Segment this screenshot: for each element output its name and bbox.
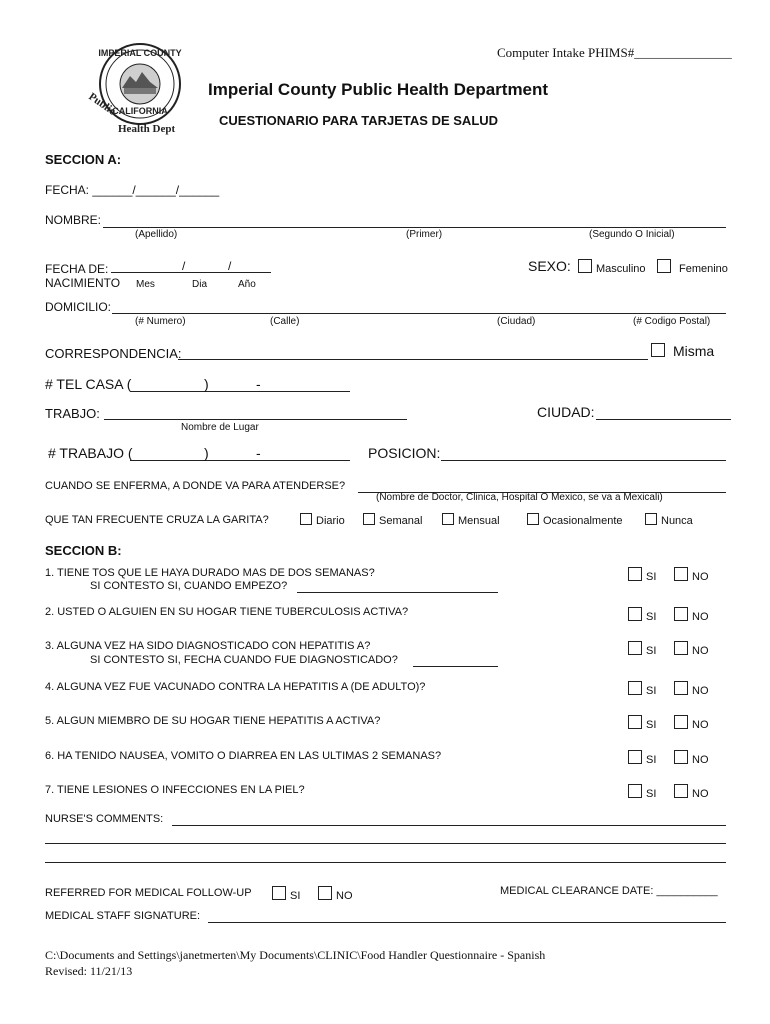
freq-ocasionalmente[interactable]	[527, 513, 623, 527]
question-5: 5. ALGUN MIEMBRO DE SU HOGAR TIENE HEPATITIS A ACTIVA?	[45, 715, 381, 727]
si-label: SI	[646, 571, 657, 583]
signature-label: MEDICAL STAFF SIGNATURE:	[45, 910, 201, 922]
trabajo-field[interactable]	[104, 419, 407, 420]
freq-diario[interactable]	[300, 513, 345, 527]
posicion-field[interactable]	[441, 460, 726, 461]
freq-nunca[interactable]	[645, 513, 693, 527]
dash-2: -	[256, 445, 261, 461]
freq-mensual[interactable]	[442, 513, 500, 527]
mes-hint: Mes	[136, 279, 155, 290]
q2-no[interactable]	[674, 607, 709, 623]
checkbox[interactable]	[651, 343, 665, 357]
checkbox[interactable]	[363, 513, 375, 525]
calle-hint: (Calle)	[270, 316, 300, 327]
question-1b: SI CONTESTO SI, CUANDO EMPEZO?	[90, 580, 288, 592]
question-1: 1. TIENE TOS QUE LE HAYA DURADO MAS DE DOS SEMANAS?	[45, 567, 375, 579]
checkbox[interactable]	[318, 886, 332, 900]
q6-no[interactable]	[674, 750, 709, 766]
checkbox[interactable]	[674, 641, 688, 655]
freq-label: Ocasionalmente	[543, 515, 623, 527]
file-path: C:\Documents and Settings\janetmerten\My Documents\CLINIC\Food Handler Questionnaire - Spanish	[45, 948, 546, 962]
ciudad-hint: (Ciudad)	[497, 316, 536, 327]
q3-no[interactable]	[674, 641, 709, 657]
misma-option[interactable]	[651, 343, 714, 359]
si-label: SI	[290, 890, 301, 902]
slash-1: /	[182, 259, 186, 273]
nurse-comments-line-1[interactable]	[172, 825, 726, 826]
checkbox[interactable]	[628, 784, 642, 798]
q3-si[interactable]	[628, 641, 656, 657]
birthdate-field[interactable]	[111, 272, 271, 273]
q4-si[interactable]	[628, 681, 656, 697]
q7-si[interactable]	[628, 784, 656, 800]
checkbox[interactable]	[674, 715, 688, 729]
si-label: SI	[646, 611, 657, 623]
masculino-label: Masculino	[596, 263, 646, 275]
section-a-heading: SECCION A:	[45, 152, 122, 167]
referred-no[interactable]	[318, 886, 353, 902]
freq-label: Diario	[316, 515, 345, 527]
nombre-field[interactable]	[103, 227, 726, 228]
no-label: NO	[692, 611, 709, 623]
posicion-label: POSICION:	[368, 445, 441, 461]
checkbox[interactable]	[628, 641, 642, 655]
question-7: 7. TIENE LESIONES O INFECCIONES EN LA PIEL?	[45, 784, 305, 796]
paren-close-2: )	[204, 445, 209, 461]
cuando-hint: (Nombre de Doctor, Clinica, Hospital O Mexico, se va a Mexicali)	[376, 492, 663, 503]
masculino-option[interactable]	[578, 259, 646, 275]
checkbox[interactable]	[628, 681, 642, 695]
no-label: NO	[336, 890, 353, 902]
checkbox[interactable]	[674, 784, 688, 798]
checkbox[interactable]	[442, 513, 454, 525]
si-label: SI	[646, 719, 657, 731]
q1-si[interactable]	[628, 567, 656, 583]
checkbox[interactable]	[645, 513, 657, 525]
nombre-label: NOMBRE:	[45, 213, 102, 227]
checkbox[interactable]	[674, 681, 688, 695]
misma-label: Misma	[673, 343, 715, 359]
tel-casa-field[interactable]	[130, 391, 350, 392]
freq-label: Mensual	[458, 515, 500, 527]
checkbox[interactable]	[628, 567, 642, 581]
checkbox[interactable]	[674, 607, 688, 621]
correspondencia-label: CORRESPONDENCIA:	[45, 346, 182, 361]
q1-when-field[interactable]	[297, 592, 498, 593]
ciudad-field[interactable]	[596, 419, 731, 420]
no-label: NO	[692, 788, 709, 800]
no-label: NO	[692, 571, 709, 583]
q5-si[interactable]	[628, 715, 656, 731]
codigo-hint: (# Codigo Postal)	[633, 316, 711, 327]
cuando-label: CUANDO SE ENFERMA, A DONDE VA PARA ATENDERSE?	[45, 480, 346, 492]
slash-2: /	[228, 259, 232, 273]
no-label: NO	[692, 754, 709, 766]
page-title: Imperial County Public Health Department	[208, 80, 549, 99]
primer-hint: (Primer)	[406, 229, 443, 240]
tel-trabajo-field[interactable]	[130, 460, 350, 461]
svg-text:IMPERIAL COUNTY: IMPERIAL COUNTY	[98, 48, 182, 58]
paren-close: )	[204, 376, 209, 392]
apellido-hint: (Apellido)	[135, 229, 178, 240]
referred-label: REFERRED FOR MEDICAL FOLLOW-UP	[45, 887, 252, 899]
checkbox[interactable]	[527, 513, 539, 525]
trabajo-label: TRABJO:	[45, 406, 100, 421]
checkbox[interactable]	[628, 607, 642, 621]
nurse-comments-line-3[interactable]	[45, 862, 726, 863]
freq-label: Nunca	[661, 515, 693, 527]
dia-hint: Dia	[192, 279, 208, 290]
section-b-heading: SECCION B:	[45, 543, 122, 558]
domicilio-field[interactable]	[112, 313, 726, 314]
referred-si[interactable]	[272, 886, 300, 902]
freq-label: Semanal	[379, 515, 423, 527]
checkbox[interactable]	[674, 750, 688, 764]
svg-text:CALIFORNIA: CALIFORNIA	[112, 106, 168, 116]
no-label: NO	[692, 645, 709, 657]
svg-text:Health Dept: Health Dept	[118, 123, 176, 135]
domicilio-label: DOMICILIO:	[45, 300, 112, 314]
checkbox[interactable]	[272, 886, 286, 900]
correspondencia-field[interactable]	[178, 359, 648, 360]
q3-date-field[interactable]	[413, 666, 498, 667]
checkbox[interactable]	[578, 259, 592, 273]
ano-hint: Año	[238, 279, 256, 290]
nurse-comments-line-2[interactable]	[45, 843, 726, 844]
nombre-lugar-hint: Nombre de Lugar	[181, 422, 259, 433]
no-label: NO	[692, 719, 709, 731]
q4-no[interactable]	[674, 681, 709, 697]
segundo-hint: (Segundo O Inicial)	[589, 229, 675, 240]
si-label: SI	[646, 788, 657, 800]
freq-semanal[interactable]	[363, 513, 422, 527]
checkbox[interactable]	[657, 259, 671, 273]
q5-no[interactable]	[674, 715, 709, 731]
svg-text:Public: Public	[86, 90, 118, 118]
q6-si[interactable]	[628, 750, 656, 766]
question-4: 4. ALGUNA VEZ FUE VACUNADO CONTRA LA HEPATITIS A (DE ADULTO)?	[45, 681, 426, 693]
checkbox[interactable]	[300, 513, 312, 525]
question-2: 2. USTED O ALGUIEN EN SU HOGAR TIENE TUBERCULOSIS ACTIVA?	[45, 606, 409, 618]
no-label: NO	[692, 685, 709, 697]
ciudad-label: CIUDAD:	[537, 404, 595, 420]
q1-no[interactable]	[674, 567, 709, 583]
si-label: SI	[646, 685, 657, 697]
nacimiento-label: NACIMIENTO	[45, 276, 121, 290]
garita-label: QUE TAN FRECUENTE CRUZA LA GARITA?	[45, 514, 269, 526]
si-label: SI	[646, 645, 657, 657]
question-3b: SI CONTESTO SI, FECHA CUANDO FUE DIAGNOSTICADO?	[90, 654, 398, 666]
q7-no[interactable]	[674, 784, 709, 800]
revised-date: Revised: 11/21/13	[45, 964, 133, 978]
page-subtitle: CUESTIONARIO PARA TARJETAS DE SALUD	[219, 113, 499, 128]
county-seal-logo	[78, 36, 198, 136]
checkbox[interactable]	[628, 715, 642, 729]
clearance-date[interactable]: MEDICAL CLEARANCE DATE: __________	[500, 885, 718, 897]
dash: -	[256, 376, 261, 392]
question-3: 3. ALGUNA VEZ HA SIDO DIAGNOSTICADO CON HEPATITIS A?	[45, 640, 371, 652]
femenino-option[interactable]	[657, 259, 728, 275]
nurse-comments-label: NURSE'S COMMENTS:	[45, 813, 164, 825]
fecha-de-label: FECHA DE:	[45, 262, 109, 276]
intake-number: Computer Intake PHIMS#_______________	[497, 45, 732, 60]
tel-trabajo-label: # TRABAJO (	[48, 445, 133, 461]
checkbox[interactable]	[674, 567, 688, 581]
q2-si[interactable]	[628, 607, 656, 623]
femenino-label: Femenino	[679, 263, 728, 275]
signature-field[interactable]	[208, 922, 726, 923]
si-label: SI	[646, 754, 657, 766]
tel-casa-label: # TEL CASA (	[45, 376, 132, 392]
fecha-field[interactable]: FECHA: ______/______/______	[45, 183, 220, 197]
checkbox[interactable]	[628, 750, 642, 764]
numero-hint: (# Numero)	[135, 316, 186, 327]
sexo-label: SEXO:	[528, 258, 571, 274]
question-6: 6. HA TENIDO NAUSEA, VOMITO O DIARREA EN LAS ULTIMAS 2 SEMANAS?	[45, 750, 442, 762]
